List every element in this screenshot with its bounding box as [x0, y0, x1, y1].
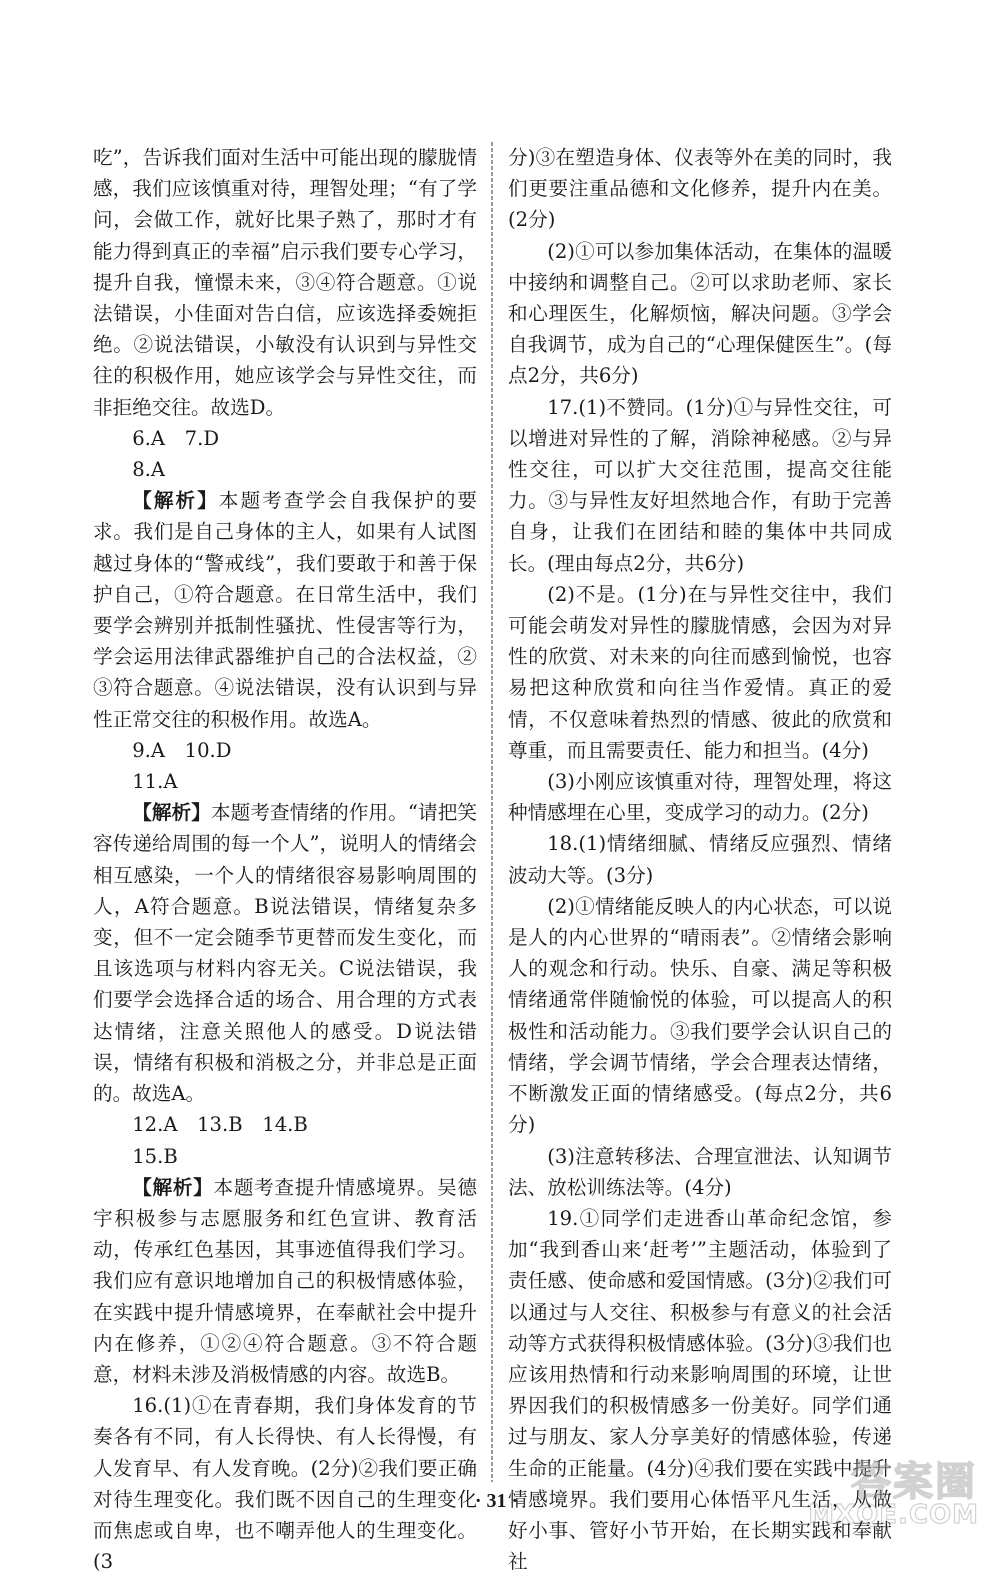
paragraph: (2)①可以参加集体活动，在集体的温暖中接纳和调整自己。②可以求助老师、家长和心理医生，化解烦恼，解决问题。③学会自我调节，成为自己的“心理保健医生”。(每点2分，共6分): [508, 239, 892, 388]
answer-line: 11.A: [132, 770, 178, 794]
paragraph: (3)注意转移法、合理宣泄法、认知调节法、放松训练法等。(4分): [508, 1144, 892, 1199]
paragraph: 吃”，告诉我们面对生活中可能出现的朦胧情感，我们应该慎重对待，理智处理；“有了学问，会做工作，就好比果子熟了，那时才有能力得到真正的幸福”启示我们要专心学习，提升自我，憧憬未来，③④符合题意。①说法错误，小佳面对告白信，应该选择委婉拒绝。②说法错误，小敏没有认识到与异性交往的积极作用，她应该学会与异性交往，而非拒绝交往。故选D。: [93, 146, 477, 419]
analysis-text: 本题考查提升情感境界。吴德宇积极参与志愿服务和红色宣讲、教育活动，传承红色基因，其事迹值得我们学习。我们应有意识地增加自己的积极情感体验，在实践中提升情感境界，在奉献社会中提升内在修养，①②④符合题意。③不符合题意，材料未涉及消极情感的内容。故选B。: [93, 1175, 478, 1386]
paragraph: (3)小刚应该慎重对待，理智处理，将这种情感埋在心里，变成学习的动力。(2分): [508, 770, 892, 825]
paragraph: 16.(1)①在青春期，我们身体发育的节奏各有不同，有人长得快、有人长得慢，有人发育早、有人发育晚。(2分)②我们要正确对待生理变化。我们既不因自己的生理变化而焦虑或自卑，也不嘲弄他人的生理变化。(3: [93, 1394, 477, 1574]
right-column: [508, 142, 892, 1577]
answer-line: 6.A 7.D: [132, 426, 220, 450]
analysis-tag: 【解析】: [132, 1175, 214, 1199]
paragraph: 18.(1)情绪细腻、情绪反应强烈、情绪波动大等。(3分): [508, 832, 892, 887]
analysis-paragraph: [93, 797, 477, 1109]
analysis-tag: 【解析】: [132, 801, 211, 825]
analysis-paragraph: [93, 485, 477, 735]
answer-line: 15.B: [132, 1144, 178, 1168]
analysis-paragraph: [93, 1172, 477, 1390]
page-number: · 31 ·: [474, 1490, 519, 1512]
answer-line: 9.A 10.D: [132, 738, 232, 762]
watermark-logo: [793, 1448, 983, 1530]
watermark-main-text: 答案圈: [851, 1459, 977, 1505]
answer-line: 12.A 13.B 14.B: [132, 1113, 308, 1137]
answer-line: 8.A: [132, 458, 166, 482]
paragraph: (2)不是。(1分)在与异性交往中，我们可能会萌发对异性的朦胧情感，会因为对异性的欣赏、对未来的向往而感到愉悦，也容易把这种欣赏和向往当作爱情。真正的爱情，不仅意味着热烈的情感、彼此的欣赏和尊重，而且需要责任、能力和担当。(4分): [508, 582, 892, 762]
paragraph: 分)③在塑造身体、仪表等外在美的同时，我们更要注重品德和文化修养，提升内在美。(2分): [508, 146, 892, 232]
paragraph: (2)①情绪能反映人的内心状态，可以说是人的内心世界的“晴雨表”。②情绪会影响人的观念和行动。快乐、自豪、满足等积极情绪通常伴随愉悦的体验，可以提高人的积极性和活动能力。③我们要学会认识自己的情绪，学会调节情绪，学会合理表达情绪，不断激发正面的情绪感受。(每点2分，共6分): [508, 894, 892, 1137]
column-divider: [487, 142, 497, 1482]
paragraph: 17.(1)不赞同。(1分)①与异性交往，可以增进对异性的了解，消除神秘感。②与异性交往，可以扩大交往范围，提高交往能力。③与异性友好坦然地合作，有助于完善自身，让我们在团结和睦的集体中共同成长。(理由每点2分，共6分): [508, 395, 892, 575]
paragraph: 19.①同学们走进香山革命纪念馆，参加“我到香山来‘赶考’”主题活动，体验到了责任感、使命感和爱国情感。(3分)②我们可以通过与人交往、积极参与有意义的社会活动等方式获得积极情感体验。(3分)③我们也应该用热情和行动来影响周围的环境，让世界因我们的积极情感多一份美好。同学们通过与朋友、家人分享美好的情感体验，传递生命的正能量。(4分)④我们要在实践中提升情感境界。我们要用心体悟平凡生活，从做好小事、管好小节开始，在长期实践和奉献社: [508, 1206, 892, 1574]
analysis-text: 本题考查学会自我保护的要求。我们是自己身体的主人，如果有人试图越过身体的“警戒线”，我们要敢于和善于保护自己，①符合题意。在日常生活中，我们要学会辨别并抵制性骚扰、性侵害等行为，学会运用法律武器维护自己的合法权益，②③符合题意。④说法错误，没有认识到与异性正常交往的积极作用。故选A。: [93, 489, 478, 731]
watermark-sub-text: MXQE.COM: [808, 1500, 979, 1530]
left-column: [93, 142, 477, 1577]
analysis-tag: 【解析】: [132, 489, 219, 513]
analysis-text: 本题考查情绪的作用。“请把笑容传递给周围的每一个人”，说明人的情绪会相互感染，一个人的情绪很容易影响周围的人，A符合题意。B说法错误，情绪复杂多变，但不一定会随季节更替而发生变化，而且该选项与材料内容无关。C说法错误，我们要学会选择合适的场合、用合理的方式表达情绪，注意关照他人的感受。D说法错误，情绪有积极和消极之分，并非总是正面的。故选A。: [93, 801, 477, 1106]
